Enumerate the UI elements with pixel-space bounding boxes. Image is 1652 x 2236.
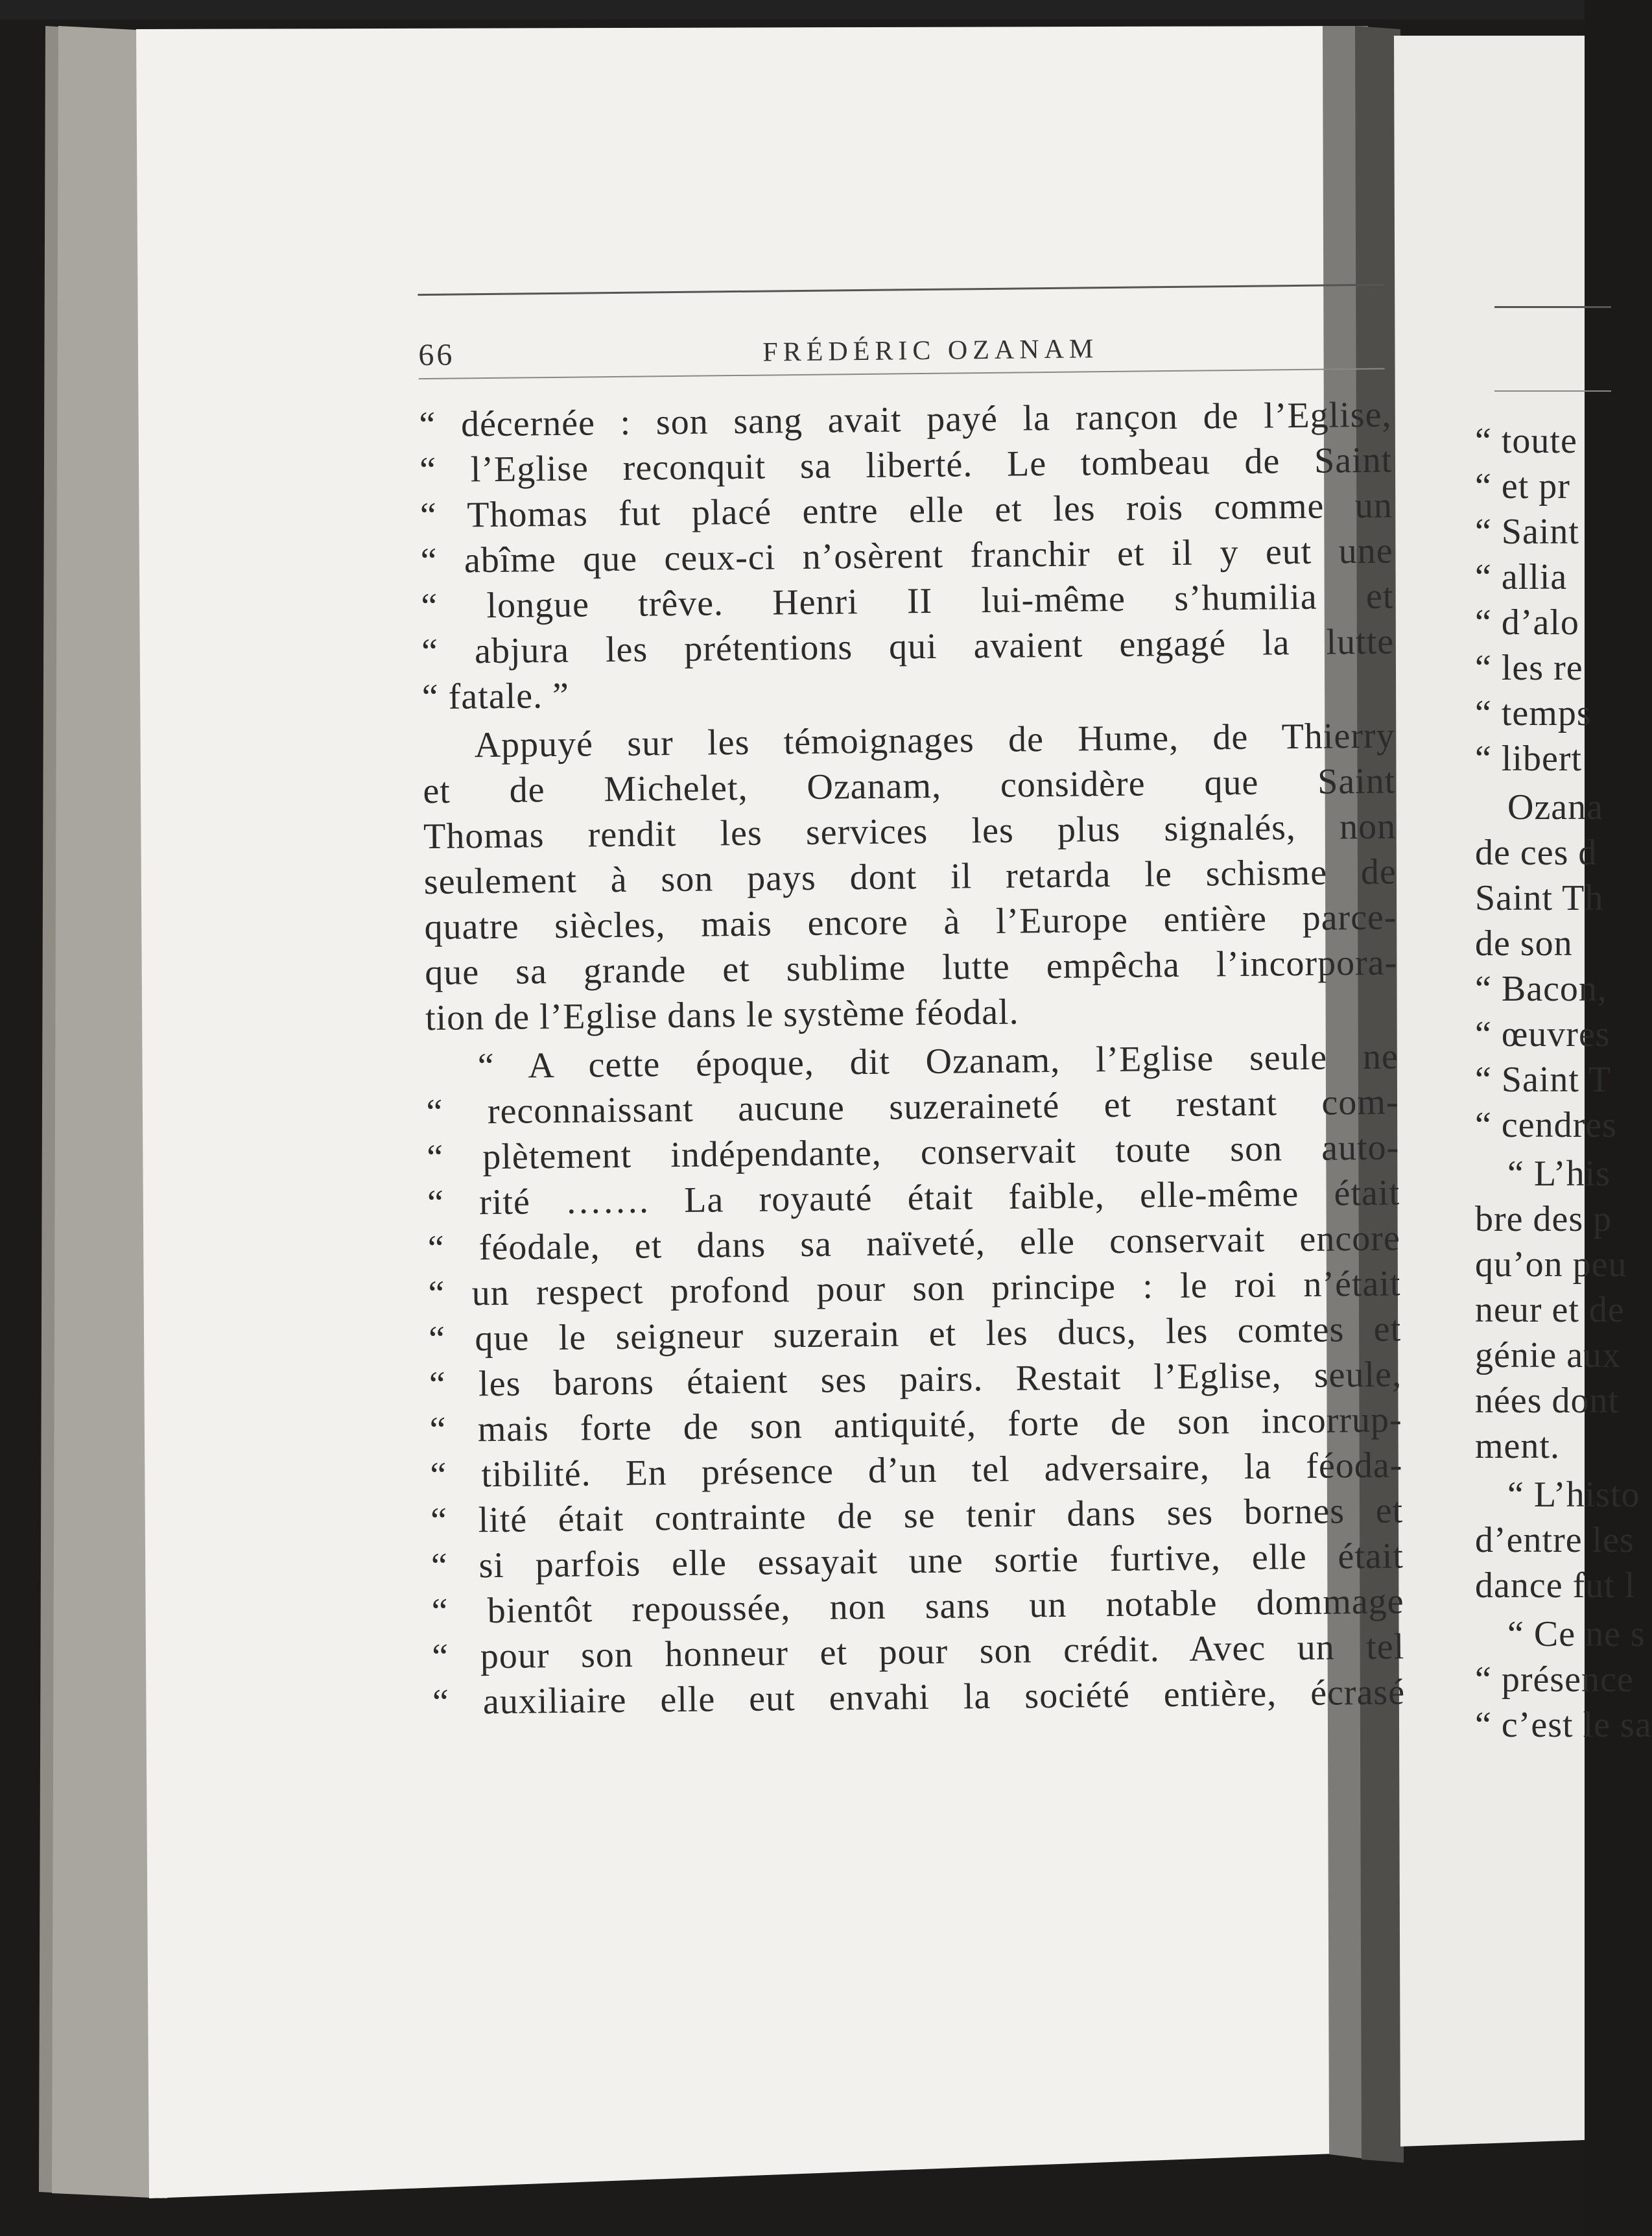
- text-line: dance fut l: [1475, 1565, 1636, 1606]
- text-line: Thomas rendit les services les plus signalés, non: [423, 806, 1397, 857]
- text-line: “ œuvres: [1475, 1014, 1611, 1054]
- left-page: [117, 13, 1406, 2192]
- running-head: FRÉDÉRIC OZANAM: [762, 334, 1099, 368]
- text-line: “ temps: [1475, 693, 1592, 733]
- text-line: d’entre les: [1475, 1520, 1634, 1560]
- text-line: qu’on peu: [1475, 1244, 1627, 1285]
- text-line: ment.: [1475, 1426, 1560, 1466]
- text-line: et de Michelet, Ozanam, considère que Saint: [423, 761, 1396, 812]
- text-line: de son: [1475, 923, 1573, 964]
- text-line: “ A cette époque, dit Ozanam, l’Eglise seule ne: [477, 1036, 1399, 1087]
- text-line: neur et de: [1475, 1290, 1625, 1330]
- text-line: que sa grande et sublime lutte empêcha l’incorpora-: [424, 942, 1398, 993]
- text-line: “ fatale. ”: [421, 675, 570, 718]
- text-line: tion de l’Eglise dans le système féodal.: [425, 992, 1019, 1039]
- text-line: “ allia: [1475, 557, 1568, 597]
- header-rule-bottom: [419, 368, 1385, 380]
- text-line: “ Thomas fut placé entre elle et les rois comme un: [419, 485, 1393, 536]
- text-line: “ tibilité. En présence d’un tel adversaire, la féoda-: [430, 1445, 1403, 1496]
- text-line: “ présence: [1475, 1659, 1634, 1700]
- text-line: Saint Th: [1475, 878, 1604, 918]
- text-line: “ lité était contrainte de se tenir dans ses bornes et: [430, 1490, 1404, 1541]
- text-line: “ toute: [1475, 421, 1577, 461]
- text-line: “ auxiliaire elle eut envahi la société entière, écrasé: [432, 1672, 1406, 1723]
- text-line: “ d’alo: [1475, 602, 1579, 643]
- text-line: “ pour son honneur et pour son crédit. Avec un tel: [432, 1626, 1405, 1678]
- text-line: “ Bacon,: [1475, 969, 1607, 1009]
- text-line: bre des p: [1475, 1199, 1612, 1239]
- header-rule-bottom: [1494, 390, 1611, 392]
- text-line: “ rité ……. La royauté était faible, elle-même était: [427, 1172, 1400, 1224]
- text-line: “ décernée : son sang avait payé la rançon de l’Eglise,: [419, 394, 1392, 446]
- text-line: “ que le seigneur suzerain et les ducs, les comtes et: [428, 1309, 1402, 1360]
- text-line: génie aux: [1475, 1335, 1622, 1375]
- text-line: seulement à son pays dont il retarda le schisme de: [423, 851, 1397, 903]
- text-line: “ longue trêve. Henri II lui-même s’humilia et: [421, 576, 1394, 627]
- text-line: “ abîme que ceux-ci n’osèrent franchir et il y eut une: [420, 530, 1393, 582]
- text-line: “ les re: [1475, 648, 1583, 688]
- text-line: Appuyé sur les témoignages de Hume, de Thierry: [474, 715, 1395, 766]
- text-line: “ si parfois elle essayait une sortie furtive, elle était: [431, 1536, 1404, 1587]
- header-rule-top: [1494, 306, 1611, 308]
- text-line: “ L’his: [1507, 1154, 1611, 1194]
- text-line: “ bientôt repoussée, non sans un notable dommage: [431, 1581, 1404, 1632]
- text-line: “ féodale, et dans sa naïveté, elle conservait encore: [427, 1218, 1401, 1269]
- text-line: “ c’est le sa: [1475, 1705, 1652, 1745]
- text-line: “ L’histo: [1507, 1475, 1640, 1515]
- text-line: “ Saint T: [1475, 1060, 1612, 1100]
- text-line: “ les barons étaient ses pairs. Restait l’Eglise, seule,: [429, 1354, 1402, 1405]
- text-line: “ mais forte de son antiquité, forte de son incorrup-: [429, 1399, 1402, 1451]
- text-line: “ Saint: [1475, 512, 1579, 552]
- text-line: “ plètement indépendante, conservait toute son auto-: [426, 1127, 1400, 1178]
- text-line: “ libert: [1475, 739, 1583, 779]
- text-line: “ reconnaissant aucune suzeraineté et restant com-: [426, 1082, 1399, 1133]
- text-line: nées dont: [1475, 1381, 1620, 1421]
- text-line: “ abjura les prétentions qui avaient engagé la lutte: [421, 621, 1395, 672]
- text-line: “ et pr: [1475, 466, 1570, 506]
- text-line: “ cendres: [1475, 1105, 1617, 1145]
- text-line: “ Ce ne s: [1507, 1614, 1646, 1654]
- text-line: Ozana: [1507, 787, 1604, 827]
- text-line: quatre siècles, mais encore à l’Europe entière parce-: [424, 897, 1397, 948]
- right-page: [1358, 45, 1652, 2140]
- page-number: 66: [418, 337, 455, 373]
- text-line: de ces d: [1475, 833, 1598, 873]
- header-rule-top: [418, 284, 1384, 296]
- text-line: “ l’Eglise reconquit sa liberté. Le tombeau de Saint: [419, 440, 1393, 491]
- text-line: “ un respect profond pour son principe : le roi n’était: [428, 1263, 1401, 1314]
